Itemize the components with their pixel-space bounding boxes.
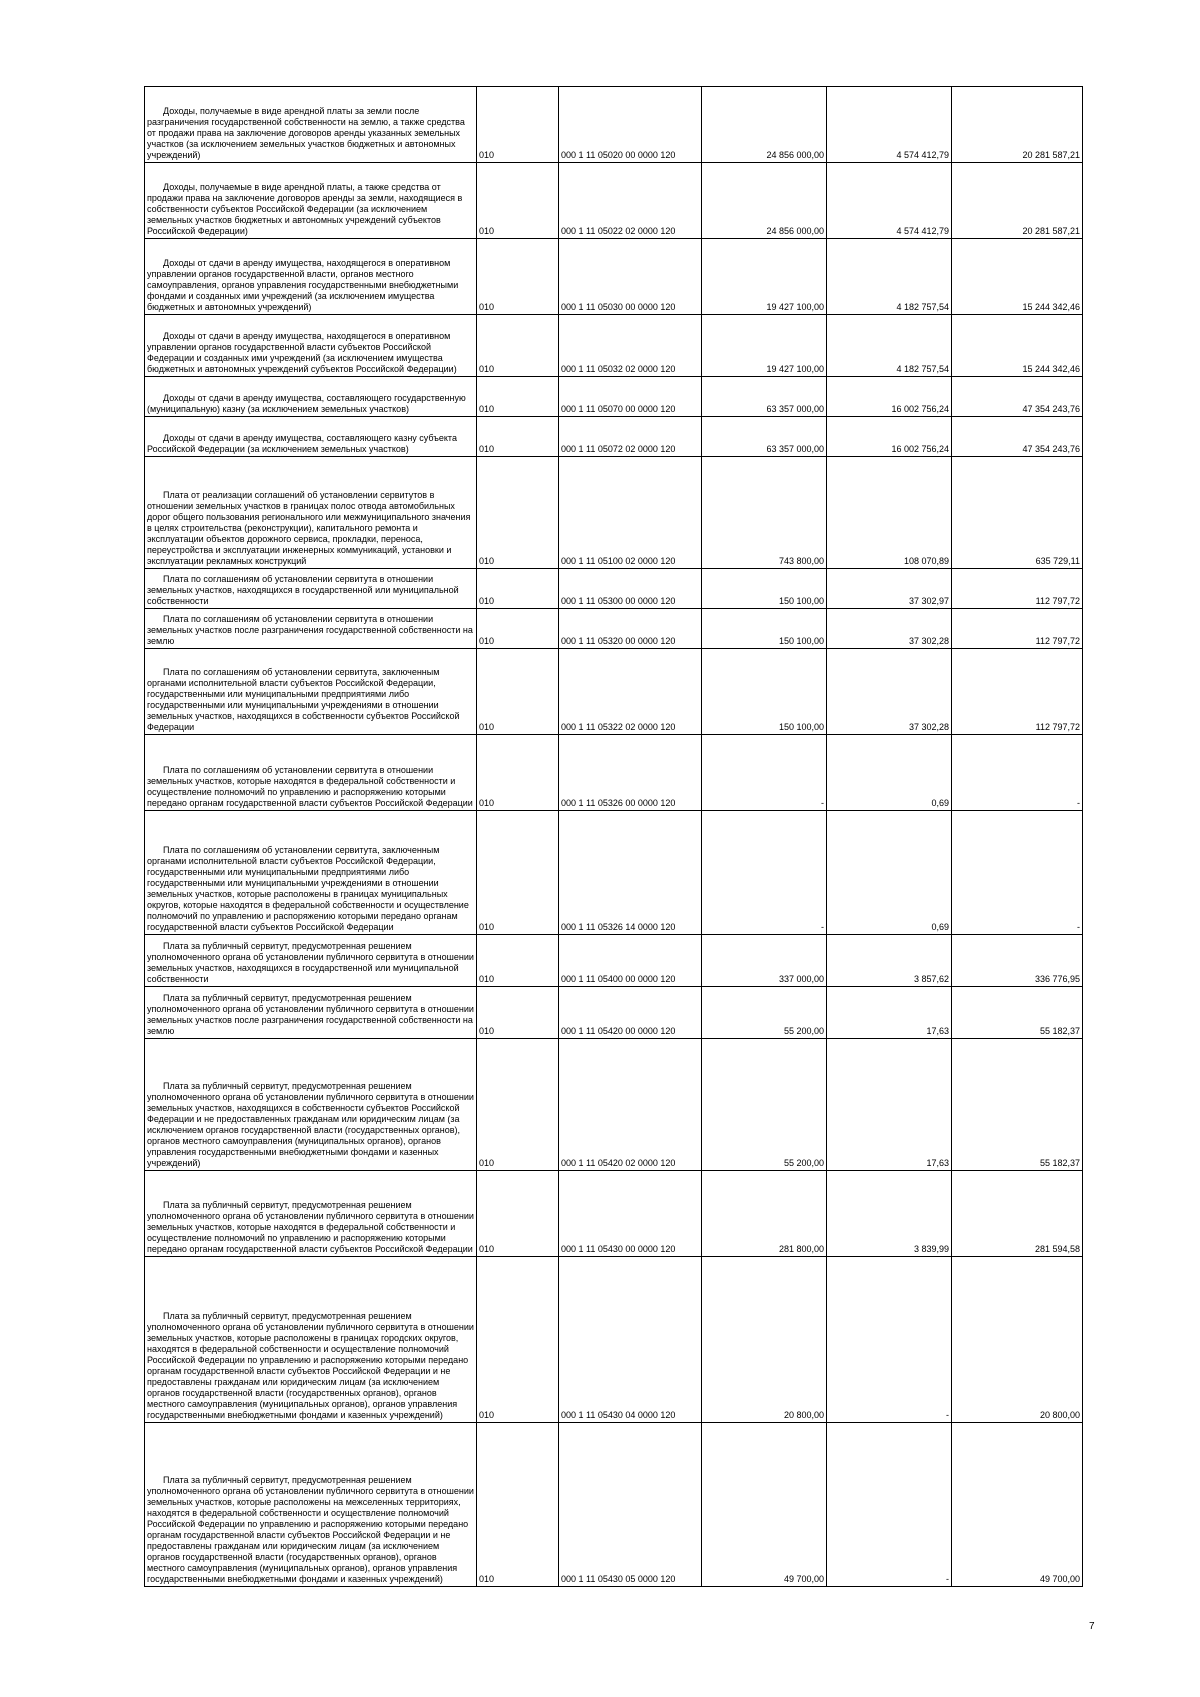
income-name-cell — [145, 987, 477, 1039]
executed-amount-cell: - — [827, 1257, 952, 1423]
executed-amount-cell: 3 857,62 — [827, 935, 952, 987]
remaining-amount-cell: 47 354 243,76 — [952, 417, 1083, 457]
remaining-amount-cell: 281 594,58 — [952, 1171, 1083, 1257]
income-name-text: Плата по соглашениям об установлении сервитута, заключенным органами исполнительной власти субъектов Российской Федерации, государственными или муниципальными предприятиями либо государственными или муниципальными учреждениями в отношении земельных участков, которые расположены в границах муниципальных округов, которые находятся в федеральной собственности и осуществление полномочий по управлению и распоряжению которыми передано органам государственной власти субъектов Российской Федерации — [147, 845, 469, 932]
executed-amount-cell: - — [827, 1423, 952, 1587]
remaining-amount-cell: 112 797,72 — [952, 649, 1083, 735]
income-name-cell — [145, 239, 477, 315]
income-name-text: Плата по соглашениям об установлении сервитута в отношении земельных участков, находящихся в государственной или муниципальной собственности — [147, 574, 459, 606]
remaining-amount-cell: - — [952, 811, 1083, 935]
approved-amount-cell: 19 427 100,00 — [702, 239, 827, 315]
executed-amount-cell: 16 002 756,24 — [827, 377, 952, 417]
remaining-amount-cell: - — [952, 735, 1083, 811]
income-name-text: Плата от реализации соглашений об установлении сервитутов в отношении земельных участков в границах полос отвода автомобильных дорог общего пользования регионального или межмуниципального значения в целях строительства (реконструкции), капитального ремонта и эксплуатации объектов дорожного сервиса, прокладки, переноса, переустройства и эксплуатации инженерных коммуникаций, установки и эксплуатации рекламных конструкций — [147, 490, 471, 566]
line-code-cell: 010 — [477, 1171, 559, 1257]
executed-amount-cell: 3 839,99 — [827, 1171, 952, 1257]
table-row — [145, 315, 1083, 377]
line-code-cell: 010 — [477, 649, 559, 735]
income-name-text: Доходы от сдачи в аренду имущества, находящегося в оперативном управлении органов государственной власти, органов местного самоуправления, органов управления государственными внебюджетными фондами и созданных ими учреждений (за исключением имущества бюджетных и автономных учреждений) — [147, 258, 459, 312]
approved-amount-cell: - — [702, 735, 827, 811]
executed-amount-cell: 37 302,28 — [827, 649, 952, 735]
budget-code-cell: 000 1 11 05430 05 0000 120 — [559, 1423, 702, 1587]
approved-amount-cell: 55 200,00 — [702, 987, 827, 1039]
line-code-cell: 010 — [477, 811, 559, 935]
budget-code-cell: 000 1 11 05400 00 0000 120 — [559, 935, 702, 987]
table-row — [145, 569, 1083, 609]
approved-amount-cell: 63 357 000,00 — [702, 377, 827, 417]
budget-code-cell: 000 1 11 05326 00 0000 120 — [559, 735, 702, 811]
executed-amount-cell: 4 182 757,54 — [827, 239, 952, 315]
table-row — [145, 87, 1083, 163]
remaining-amount-cell: 15 244 342,46 — [952, 315, 1083, 377]
budget-code-cell: 000 1 11 05100 02 0000 120 — [559, 457, 702, 569]
page-number: 7 — [1089, 1621, 1095, 1632]
executed-amount-cell: 4 182 757,54 — [827, 315, 952, 377]
table-row — [145, 457, 1083, 569]
budget-code-cell: 000 1 11 05430 00 0000 120 — [559, 1171, 702, 1257]
remaining-amount-cell: 112 797,72 — [952, 609, 1083, 649]
budget-code-cell: 000 1 11 05320 00 0000 120 — [559, 609, 702, 649]
executed-amount-cell: 4 574 412,79 — [827, 163, 952, 239]
line-code-cell: 010 — [477, 935, 559, 987]
approved-amount-cell: 150 100,00 — [702, 569, 827, 609]
table-row — [145, 239, 1083, 315]
table-row — [145, 609, 1083, 649]
line-code-cell: 010 — [477, 1423, 559, 1587]
revenue-table — [144, 86, 1083, 1587]
approved-amount-cell: 20 800,00 — [702, 1257, 827, 1423]
executed-amount-cell: 0,69 — [827, 811, 952, 935]
budget-code-cell: 000 1 11 05420 02 0000 120 — [559, 1039, 702, 1171]
budget-code-cell: 000 1 11 05032 02 0000 120 — [559, 315, 702, 377]
income-name-text: Доходы, получаемые в виде арендной платы за земли после разграничения государственной собственности на землю, а также средства от продажи права на заключение договоров аренды указанных земельных участков (за исключением земельных участков бюджетных и автономных учреждений) — [147, 106, 465, 160]
income-name-cell — [145, 417, 477, 457]
line-code-cell: 010 — [477, 1039, 559, 1171]
income-name-text: Плата за публичный сервитут, предусмотренная решением уполномоченного органа об установлении публичного сервитута в отношении земельных участков после разграничения государственной собственности на землю — [147, 993, 474, 1036]
table-row — [145, 1039, 1083, 1171]
budget-code-cell: 000 1 11 05022 02 0000 120 — [559, 163, 702, 239]
approved-amount-cell: 281 800,00 — [702, 1171, 827, 1257]
remaining-amount-cell: 55 182,37 — [952, 1039, 1083, 1171]
income-name-text: Плата за публичный сервитут, предусмотренная решением уполномоченного органа об установлении публичного сервитута в отношении земельных участков, находящихся в государственной или муниципальной собственности — [147, 941, 474, 984]
income-name-cell — [145, 609, 477, 649]
income-name-text: Доходы от сдачи в аренду имущества, составляющего казну субъекта Российской Федерации (за исключением земельных участков) — [147, 433, 457, 454]
table-row — [145, 649, 1083, 735]
remaining-amount-cell: 112 797,72 — [952, 569, 1083, 609]
budget-code-cell: 000 1 11 05430 04 0000 120 — [559, 1257, 702, 1423]
income-name-cell — [145, 1039, 477, 1171]
budget-code-cell: 000 1 11 05300 00 0000 120 — [559, 569, 702, 609]
approved-amount-cell: - — [702, 811, 827, 935]
approved-amount-cell: 337 000,00 — [702, 935, 827, 987]
income-name-cell — [145, 1423, 477, 1587]
income-name-cell — [145, 377, 477, 417]
remaining-amount-cell: 336 776,95 — [952, 935, 1083, 987]
line-code-cell: 010 — [477, 417, 559, 457]
line-code-cell: 010 — [477, 1257, 559, 1423]
income-name-text: Плата за публичный сервитут, предусмотренная решением уполномоченного органа об установлении публичного сервитута в отношении земельных участков, которые расположены на межселенных территориях, находятся в федеральной собственности и осуществление полномочий Российской Федерации по управлению и распоряжению которыми передано органам государственной власти субъектов Российской Федерации и не предоставлены гражданам или юридическим лицам (за исключением органов государственной власти (государственных органов), органов местного самоуправления (муниципальных органов), органов управления государственными внебюджетными фондами и казенных учреждений) — [147, 1475, 474, 1584]
line-code-cell: 010 — [477, 87, 559, 163]
approved-amount-cell: 63 357 000,00 — [702, 417, 827, 457]
income-name-cell — [145, 811, 477, 935]
remaining-amount-cell: 49 700,00 — [952, 1423, 1083, 1587]
executed-amount-cell: 37 302,28 — [827, 609, 952, 649]
executed-amount-cell: 17,63 — [827, 987, 952, 1039]
executed-amount-cell: 0,69 — [827, 735, 952, 811]
table-row — [145, 377, 1083, 417]
income-name-text: Плата по соглашениям об установлении сервитута в отношении земельных участков, которые находятся в федеральной собственности и осуществление полномочий по управлению и распоряжению которыми передано органам государственной власти субъектов Российской Федерации — [147, 765, 473, 808]
remaining-amount-cell: 15 244 342,46 — [952, 239, 1083, 315]
table-row — [145, 987, 1083, 1039]
budget-code-cell: 000 1 11 05072 02 0000 120 — [559, 417, 702, 457]
income-name-cell — [145, 569, 477, 609]
line-code-cell: 010 — [477, 987, 559, 1039]
approved-amount-cell: 150 100,00 — [702, 609, 827, 649]
remaining-amount-cell: 20 281 587,21 — [952, 163, 1083, 239]
line-code-cell: 010 — [477, 569, 559, 609]
executed-amount-cell: 16 002 756,24 — [827, 417, 952, 457]
budget-code-cell: 000 1 11 05070 00 0000 120 — [559, 377, 702, 417]
line-code-cell: 010 — [477, 735, 559, 811]
income-name-text: Плата за публичный сервитут, предусмотренная решением уполномоченного органа об установлении публичного сервитута в отношении земельных участков, которые расположены в границах городских округов, находятся в федеральной собственности и осуществление полномочий Российской Федерации по управлению и распоряжению которыми передано органам государственной власти субъектов Российской Федерации и не предоставлены гражданам или юридическим лицам (за исключением органов государственной власти (государственных органов), органов местного самоуправления (муниципальных органов), органов управления государственными внебюджетными фондами и казенных учреждений) — [147, 1311, 474, 1420]
line-code-cell: 010 — [477, 163, 559, 239]
approved-amount-cell: 743 800,00 — [702, 457, 827, 569]
income-name-text: Плата по соглашениям об установлении сервитута, заключенным органами исполнительной власти субъектов Российской Федерации, государственными или муниципальными предприятиями либо государственными или муниципальными учреждениями в отношении земельных участков, находящихся в собственности субъектов Российской Федерации — [147, 667, 460, 732]
approved-amount-cell: 55 200,00 — [702, 1039, 827, 1171]
approved-amount-cell: 24 856 000,00 — [702, 87, 827, 163]
executed-amount-cell: 37 302,97 — [827, 569, 952, 609]
executed-amount-cell: 4 574 412,79 — [827, 87, 952, 163]
table-row — [145, 735, 1083, 811]
approved-amount-cell: 150 100,00 — [702, 649, 827, 735]
income-name-text: Доходы, получаемые в виде арендной платы, а также средства от продажи права на заключение договоров аренды за земли, находящиеся в собственности субъектов Российской Федерации (за исключением земельных участков бюджетных и автономных учреждений субъектов Российской Федерации) — [147, 182, 463, 236]
approved-amount-cell: 49 700,00 — [702, 1423, 827, 1587]
income-name-text: Плата по соглашениям об установлении сервитута в отношении земельных участков после разграничения государственной собственности на землю — [147, 614, 473, 646]
income-name-cell — [145, 315, 477, 377]
budget-code-cell: 000 1 11 05420 00 0000 120 — [559, 987, 702, 1039]
table-row — [145, 935, 1083, 987]
table-row — [145, 811, 1083, 935]
income-name-text: Плата за публичный сервитут, предусмотренная решением уполномоченного органа об установлении публичного сервитута в отношении земельных участков, которые находятся в федеральной собственности и осуществление полномочий по управлению и распоряжению которыми передано органам государственной власти субъектов Российской Федерации — [147, 1200, 474, 1254]
income-name-cell — [145, 1171, 477, 1257]
income-name-text: Плата за публичный сервитут, предусмотренная решением уполномоченного органа об установлении публичного сервитута в отношении земельных участков, находящихся в собственности субъектов Российской Федерации и не предоставленных гражданам или юридическим лицам (за исключением органов государственной власти (государственных органов), органов местного самоуправления (муниципальных органов), органов управления государственными внебюджетными фондами и казенных учреждений) — [147, 1081, 474, 1168]
table-row — [145, 417, 1083, 457]
income-name-cell — [145, 163, 477, 239]
line-code-cell: 010 — [477, 457, 559, 569]
table-row — [145, 1423, 1083, 1587]
remaining-amount-cell: 635 729,11 — [952, 457, 1083, 569]
income-name-cell — [145, 457, 477, 569]
income-name-cell — [145, 935, 477, 987]
executed-amount-cell: 108 070,89 — [827, 457, 952, 569]
income-name-cell — [145, 1257, 477, 1423]
remaining-amount-cell: 20 281 587,21 — [952, 87, 1083, 163]
table-row — [145, 163, 1083, 239]
approved-amount-cell: 24 856 000,00 — [702, 163, 827, 239]
budget-code-cell: 000 1 11 05326 14 0000 120 — [559, 811, 702, 935]
budget-code-cell: 000 1 11 05322 02 0000 120 — [559, 649, 702, 735]
table-row — [145, 1171, 1083, 1257]
executed-amount-cell: 17,63 — [827, 1039, 952, 1171]
remaining-amount-cell: 20 800,00 — [952, 1257, 1083, 1423]
line-code-cell: 010 — [477, 609, 559, 649]
budget-code-cell: 000 1 11 05030 00 0000 120 — [559, 239, 702, 315]
line-code-cell: 010 — [477, 239, 559, 315]
income-name-cell — [145, 735, 477, 811]
line-code-cell: 010 — [477, 377, 559, 417]
approved-amount-cell: 19 427 100,00 — [702, 315, 827, 377]
income-name-text: Доходы от сдачи в аренду имущества, находящегося в оперативном управлении органов государственной власти субъектов Российской Федерации и созданных ими учреждений (за исключением имущества бюджетных и автономных учреждений субъектов Российской Федерации) — [147, 331, 457, 374]
table-row — [145, 1257, 1083, 1423]
budget-code-cell: 000 1 11 05020 00 0000 120 — [559, 87, 702, 163]
line-code-cell: 010 — [477, 315, 559, 377]
remaining-amount-cell: 47 354 243,76 — [952, 377, 1083, 417]
income-name-cell — [145, 649, 477, 735]
income-name-cell — [145, 87, 477, 163]
remaining-amount-cell: 55 182,37 — [952, 987, 1083, 1039]
income-name-text: Доходы от сдачи в аренду имущества, составляющего государственную (муниципальную) казну (за исключением земельных участков) — [147, 393, 466, 414]
